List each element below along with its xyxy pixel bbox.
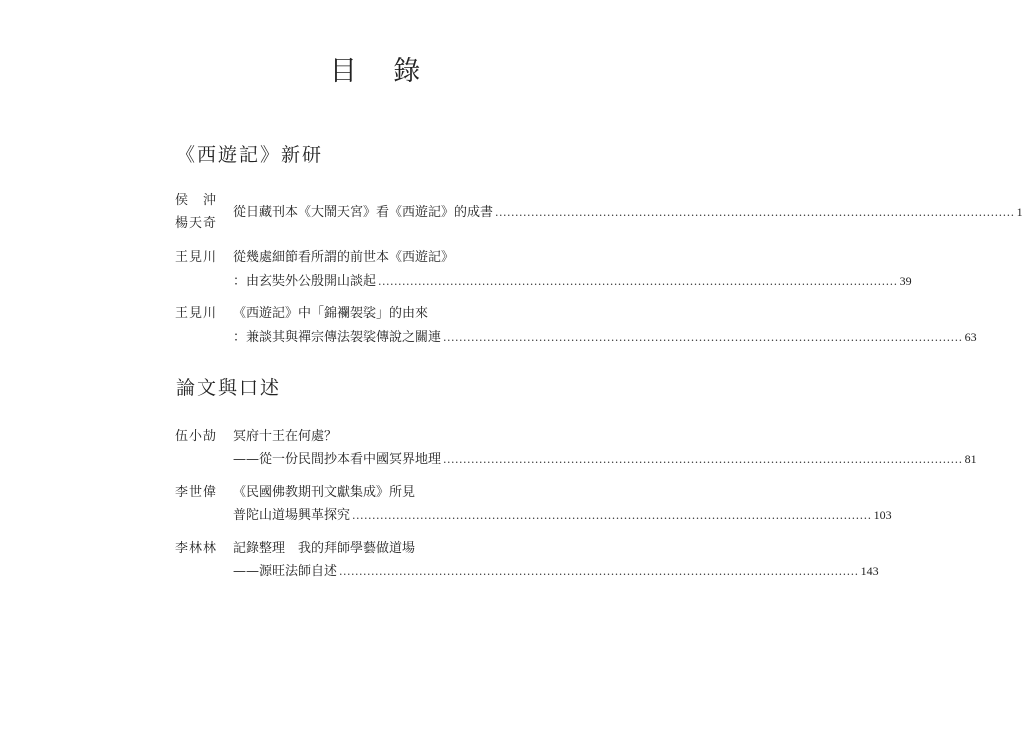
entry-title-line1: 記錄整理 我的拜師學藝做道場	[233, 541, 416, 556]
page-number: 81	[964, 452, 977, 466]
entry-author-line2: 楊天奇	[175, 216, 218, 231]
entry-title-line1: 冥府十王在何處？	[233, 429, 338, 444]
entry-title-line1: 從幾處細節看所謂的前世本《西遊記》	[233, 250, 455, 265]
section-heading-papers-oral: 論文與口述	[176, 377, 282, 399]
page-number: 1	[1016, 205, 1023, 219]
entry-author: 王見川	[175, 306, 218, 321]
page-number: 39	[899, 274, 912, 288]
toc-entry-6[interactable]	[233, 562, 879, 581]
section-heading-journey-west: 《西遊記》新研	[176, 144, 324, 166]
entry-title-line1: 《西遊記》中「錦襴袈裟」的由來	[233, 306, 429, 321]
page-number: 63	[964, 330, 977, 344]
entry-title-line2: 普陀山道場興革探究	[233, 508, 351, 523]
entry-title-line2: ：由玄奘外公殷開山談起	[233, 274, 377, 289]
dot-leader: ..................................................................................................................................	[443, 453, 963, 466]
entry-title: 從日藏刊本《大鬧天宮》看《西遊記》的成書	[233, 205, 494, 220]
entry-author-line1: 侯 沖	[175, 193, 218, 208]
dot-leader: ..................................................................................................................................	[378, 275, 898, 288]
entry-author: 伍小劼	[175, 429, 218, 444]
entry-author: 李世偉	[175, 485, 218, 500]
dot-leader: ..................................................................................................................................	[495, 206, 1015, 219]
toc-entry-4[interactable]	[233, 450, 977, 469]
toc-entry-3[interactable]	[233, 328, 977, 347]
toc-entry-5[interactable]	[233, 506, 892, 525]
entry-author: 王見川	[175, 250, 218, 265]
page-number: 143	[860, 564, 879, 578]
entry-title-line1: 《民國佛教期刊文獻集成》所見	[233, 485, 416, 500]
entry-author: 李林林	[175, 541, 218, 556]
toc-entry-2[interactable]	[233, 272, 912, 291]
dot-leader: ..................................................................................................................................	[443, 331, 963, 344]
page-number: 103	[873, 508, 892, 522]
dot-leader: ..................................................................................................................................	[339, 565, 859, 578]
entry-title-line2: ——從一份民間抄本看中國冥界地理	[233, 452, 442, 467]
dot-leader: ..................................................................................................................................	[352, 509, 872, 522]
entry-title-line2: ：兼談其與禪宗傳法袈裟傳說之關連	[233, 330, 442, 345]
toc-entry-1[interactable]	[233, 203, 1023, 222]
entry-title-line2: ——源旺法師自述	[233, 564, 338, 579]
page-title: 目 錄	[329, 56, 435, 87]
